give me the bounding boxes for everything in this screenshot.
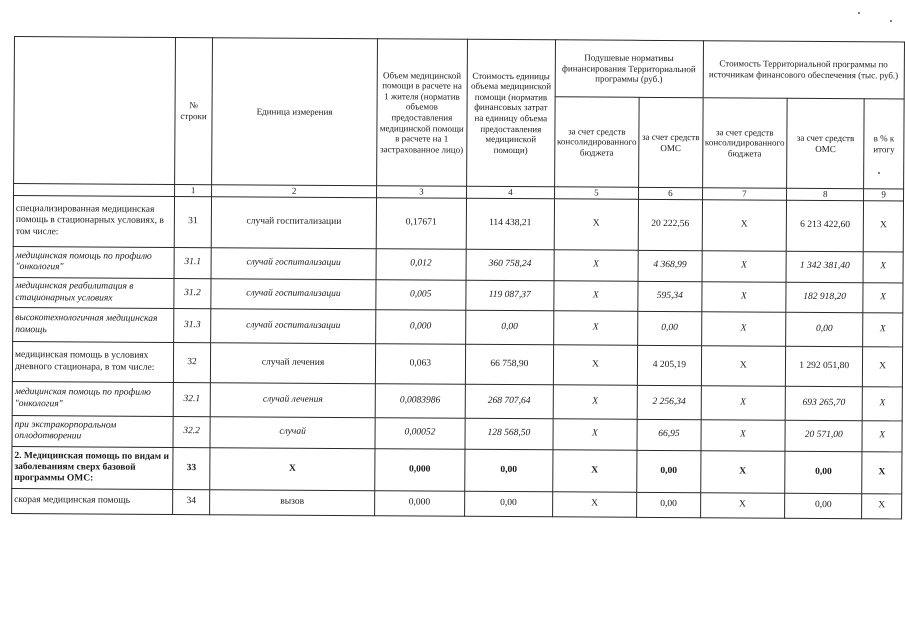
table-row [12,381,902,420]
row-oms-per-capita: 4 205,19 [638,345,702,385]
row-budget-per-capita: Х [554,250,639,282]
row-budget-total: Х [701,386,786,421]
table-row [13,196,903,252]
row-percent: Х [863,313,903,347]
row-unit: Х [210,448,374,491]
row-oms-total: 1 292 051,80 [785,346,862,386]
row-oms-per-capita: 0,00 [637,492,701,517]
row-percent: Х [863,283,903,313]
column-number: 7 [702,188,787,201]
row-oms-total: 182 918,20 [786,282,863,312]
row-budget-per-capita: Х [552,492,637,518]
row-cost: 119 087,37 [466,280,554,311]
column-number-blank [14,184,175,197]
subheader-budget-7: за счет средств консолидированного бюджета [702,98,787,189]
row-percent: Х [863,252,903,283]
row-unit: случай лечения [211,383,375,418]
row-oms-total: 6 213 422,60 [786,200,863,251]
column-number: 9 [864,189,904,201]
row-oms-total: 0,00 [786,312,863,346]
header-name-cell [14,37,176,185]
row-volume: 0,063 [375,344,466,385]
row-budget-total: Х [701,420,786,452]
row-volume: 0,000 [374,449,465,492]
row-budget-per-capita: Х [552,450,637,493]
row-volume: 0,17671 [376,198,467,250]
row-oms-per-capita: 595,34 [638,281,702,311]
table-row [13,307,903,346]
row-name: при экстракорпоральном оплодотворении [12,415,173,447]
row-oms-total: 1 342 381,40 [786,251,863,282]
column-number: 2 [212,185,376,198]
row-cost: 0,00 [466,310,554,345]
row-percent: Х [862,494,902,519]
row-unit: вызов [210,490,374,516]
row-name: специализированная медицинская помощь в стационарных условиях, в том числе: [13,196,174,248]
row-cost: 0,00 [465,449,553,492]
subheader-percent: в % к итогу [864,99,904,189]
subheader-oms-8: за счет средств ОМС [787,98,865,188]
row-number: 32 [173,342,211,382]
row-oms-per-capita: 2 256,34 [637,385,701,419]
column-number: 6 [639,187,702,199]
header-per-capita-group: Подушевые нормативы финансирования Территориальной программы (руб.) [555,40,703,98]
table-row [12,488,902,518]
row-name: медицинская помощь по профилю "онкология" [12,381,173,416]
header-volume: Объем медицинской помощи в расчете на 1 жителя (норматив объемов предоставления медицинской помощи в расчете на 1 застрахованное лицо) [376,39,467,187]
row-number: 31.3 [173,308,211,342]
row-unit: случай госпитализации [211,309,375,344]
row-number: 31.1 [174,247,212,278]
row-cost: 0,00 [465,491,553,517]
row-budget-total: Х [702,251,787,283]
row-name: медицинская реабилитация в стационарных условиях [13,277,174,308]
column-number: 8 [787,188,864,200]
row-volume: 0,012 [376,249,467,281]
row-number: 32.2 [173,416,211,447]
row-budget-per-capita: Х [553,281,638,312]
row-unit: случай госпитализации [211,279,375,310]
row-percent: Х [863,347,903,387]
column-number: 1 [174,184,212,196]
row-cost: 360 758,24 [466,249,554,281]
row-budget-total: Х [701,282,786,313]
row-oms-per-capita: 0,00 [638,311,702,345]
row-number: 32.1 [173,382,211,416]
row-number: 31.2 [173,278,211,308]
subheader-oms-6: за счет средств ОМС [639,97,703,187]
row-oms-total: 20 571,00 [785,420,862,451]
table-row [12,446,902,493]
row-oms-per-capita: 66,95 [637,419,701,450]
row-unit: случай госпитализации [212,248,376,280]
row-budget-per-capita: Х [553,311,638,346]
row-budget-per-capita: Х [553,345,638,386]
row-cost: 114 438,21 [466,198,554,250]
column-number: 4 [467,186,555,199]
row-budget-per-capita: Х [553,419,638,451]
row-oms-total: 0,00 [785,493,862,518]
column-number: 3 [376,186,467,199]
row-volume: 0,000 [375,310,466,345]
header-total-group: Стоимость Территориальной программы по источникам финансового обеспечения (тыс. руб.) [703,41,905,99]
row-oms-per-capita: 20 222,56 [638,199,702,250]
row-unit: случай лечения [211,343,375,384]
row-cost: 128 568,50 [465,418,553,450]
row-cost: 66 758,90 [465,344,553,385]
row-budget-total: Х [701,312,786,347]
scan-speck [890,20,892,22]
row-name: медицинская помощь по профилю "онкология" [13,246,174,278]
row-budget-total: Х [700,451,785,494]
row-unit: случай госпитализации [212,197,376,249]
row-number: 34 [172,489,210,514]
row-cost: 268 707,64 [465,384,553,419]
row-volume: 0,000 [374,491,465,517]
row-budget-per-capita: Х [553,385,638,420]
row-name: скорая медицинская помощь [12,488,173,514]
row-name: медицинская помощь в условиях дневного стационара, в том числе: [12,341,173,382]
header-unit: Единица измерения [212,38,377,186]
row-percent: Х [862,387,902,421]
row-unit: случай [210,417,374,449]
row-budget-per-capita: Х [554,199,639,251]
row-number: 31 [174,196,212,247]
row-budget-total: Х [700,493,785,519]
row-oms-total: 0,00 [785,451,862,493]
row-oms-per-capita: 4 368,99 [638,250,702,281]
row-name: высокотехнологичная медицинская помощь [13,307,174,342]
row-percent: Х [862,452,902,494]
row-name: 2. Медицинская помощь по видам и заболеваниям сверх базовой программы ОМС: [12,446,173,489]
row-oms-total: 693 265,70 [785,386,862,420]
header-row-no: № строки [174,37,213,184]
column-number: 5 [554,187,639,200]
row-volume: 0,005 [375,280,466,311]
row-oms-per-capita: 0,00 [637,450,701,492]
row-budget-total: Х [701,346,786,387]
scan-speck [858,12,860,14]
row-percent: Х [862,421,902,452]
row-percent: Х [863,201,903,252]
header-cost: Стоимость единицы объема медицинской помощи (норматив финансовых затрат на единицу объема предоставления медицинской помощи) [467,39,555,187]
table-row [12,341,902,386]
header-row [14,37,904,99]
row-number: 33 [172,447,210,489]
row-volume: 0,00052 [375,418,466,450]
row-volume: 0,0083986 [375,384,466,419]
row-budget-total: Х [702,200,787,252]
program-cost-table [11,36,905,519]
subheader-budget-5: за счет средств консолидированного бюджета [554,97,639,188]
